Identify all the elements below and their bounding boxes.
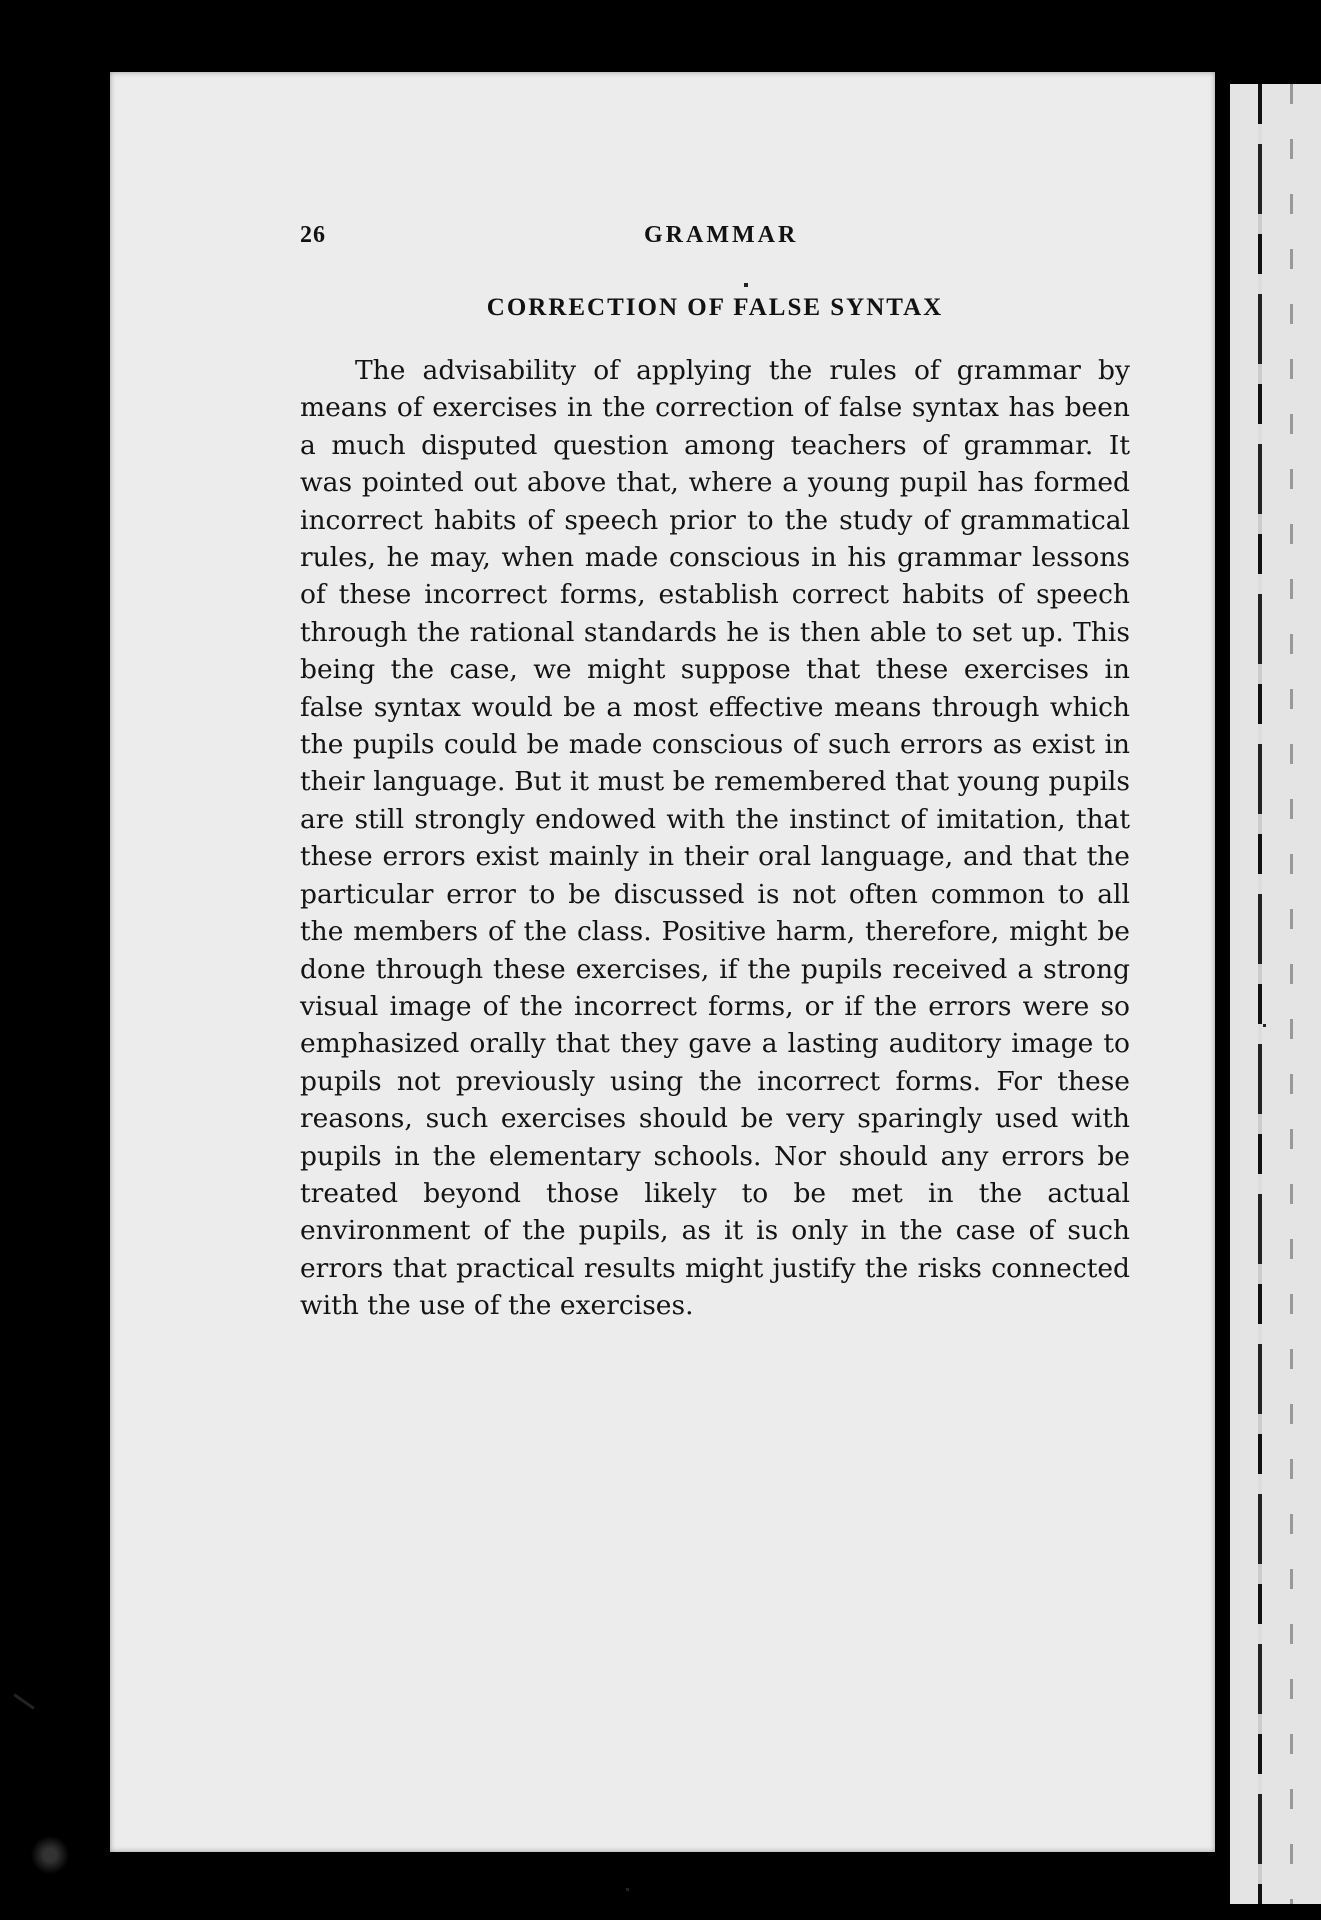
scan-smudge bbox=[30, 1830, 70, 1880]
facing-page-edge bbox=[1230, 84, 1321, 1904]
section-heading: CORRECTION OF FALSE SYNTAX bbox=[486, 294, 944, 321]
scan-speck bbox=[1263, 1024, 1266, 1027]
page-number: 26 bbox=[300, 222, 326, 248]
running-head bbox=[300, 222, 1130, 272]
scan-speck bbox=[626, 1888, 629, 1891]
body-paragraph: The advisability of applying the rules of grammar by means of exercises in the correction of false syntax has been a much disputed question among teachers of grammar. It was pointed out above that, where a young pupil has formed incorrect habits of speech prior to the study of grammatical rules, he may, when made conscious in his grammar lessons of these incorrect forms, establish correct habits of speech through the rational standards he is then able to set up. This being the case, we might suppose that these exercises in false syntax would be a most effective means through which the pupils could be made conscious of such errors as exist in their language. But it must be remembered that young pupils are still strongly endowed with the instinct of imitation, that these errors exist mainly in their oral language, and that the particular error to be discussed is not often common to all the members of the class. Positive harm, therefore, might be done through these exercises, if the pupils received a strong visual image of the incorrect forms, or if the errors were so emphasized orally that they gave a lasting auditory image to pupils not previously using the incorrect forms. For these reasons, such exercises should be very sparingly used with pupils in the elementary schools. Nor should any errors be treated beyond those likely to be met in the actual environment of the pupils, as it is only in the case of such errors that practical results might justify the risks connected with the use of the exercises. bbox=[300, 355, 1130, 1322]
scan-stroke bbox=[13, 1693, 34, 1709]
running-title: GRAMMAR bbox=[644, 222, 799, 248]
scan-speck bbox=[744, 283, 748, 287]
